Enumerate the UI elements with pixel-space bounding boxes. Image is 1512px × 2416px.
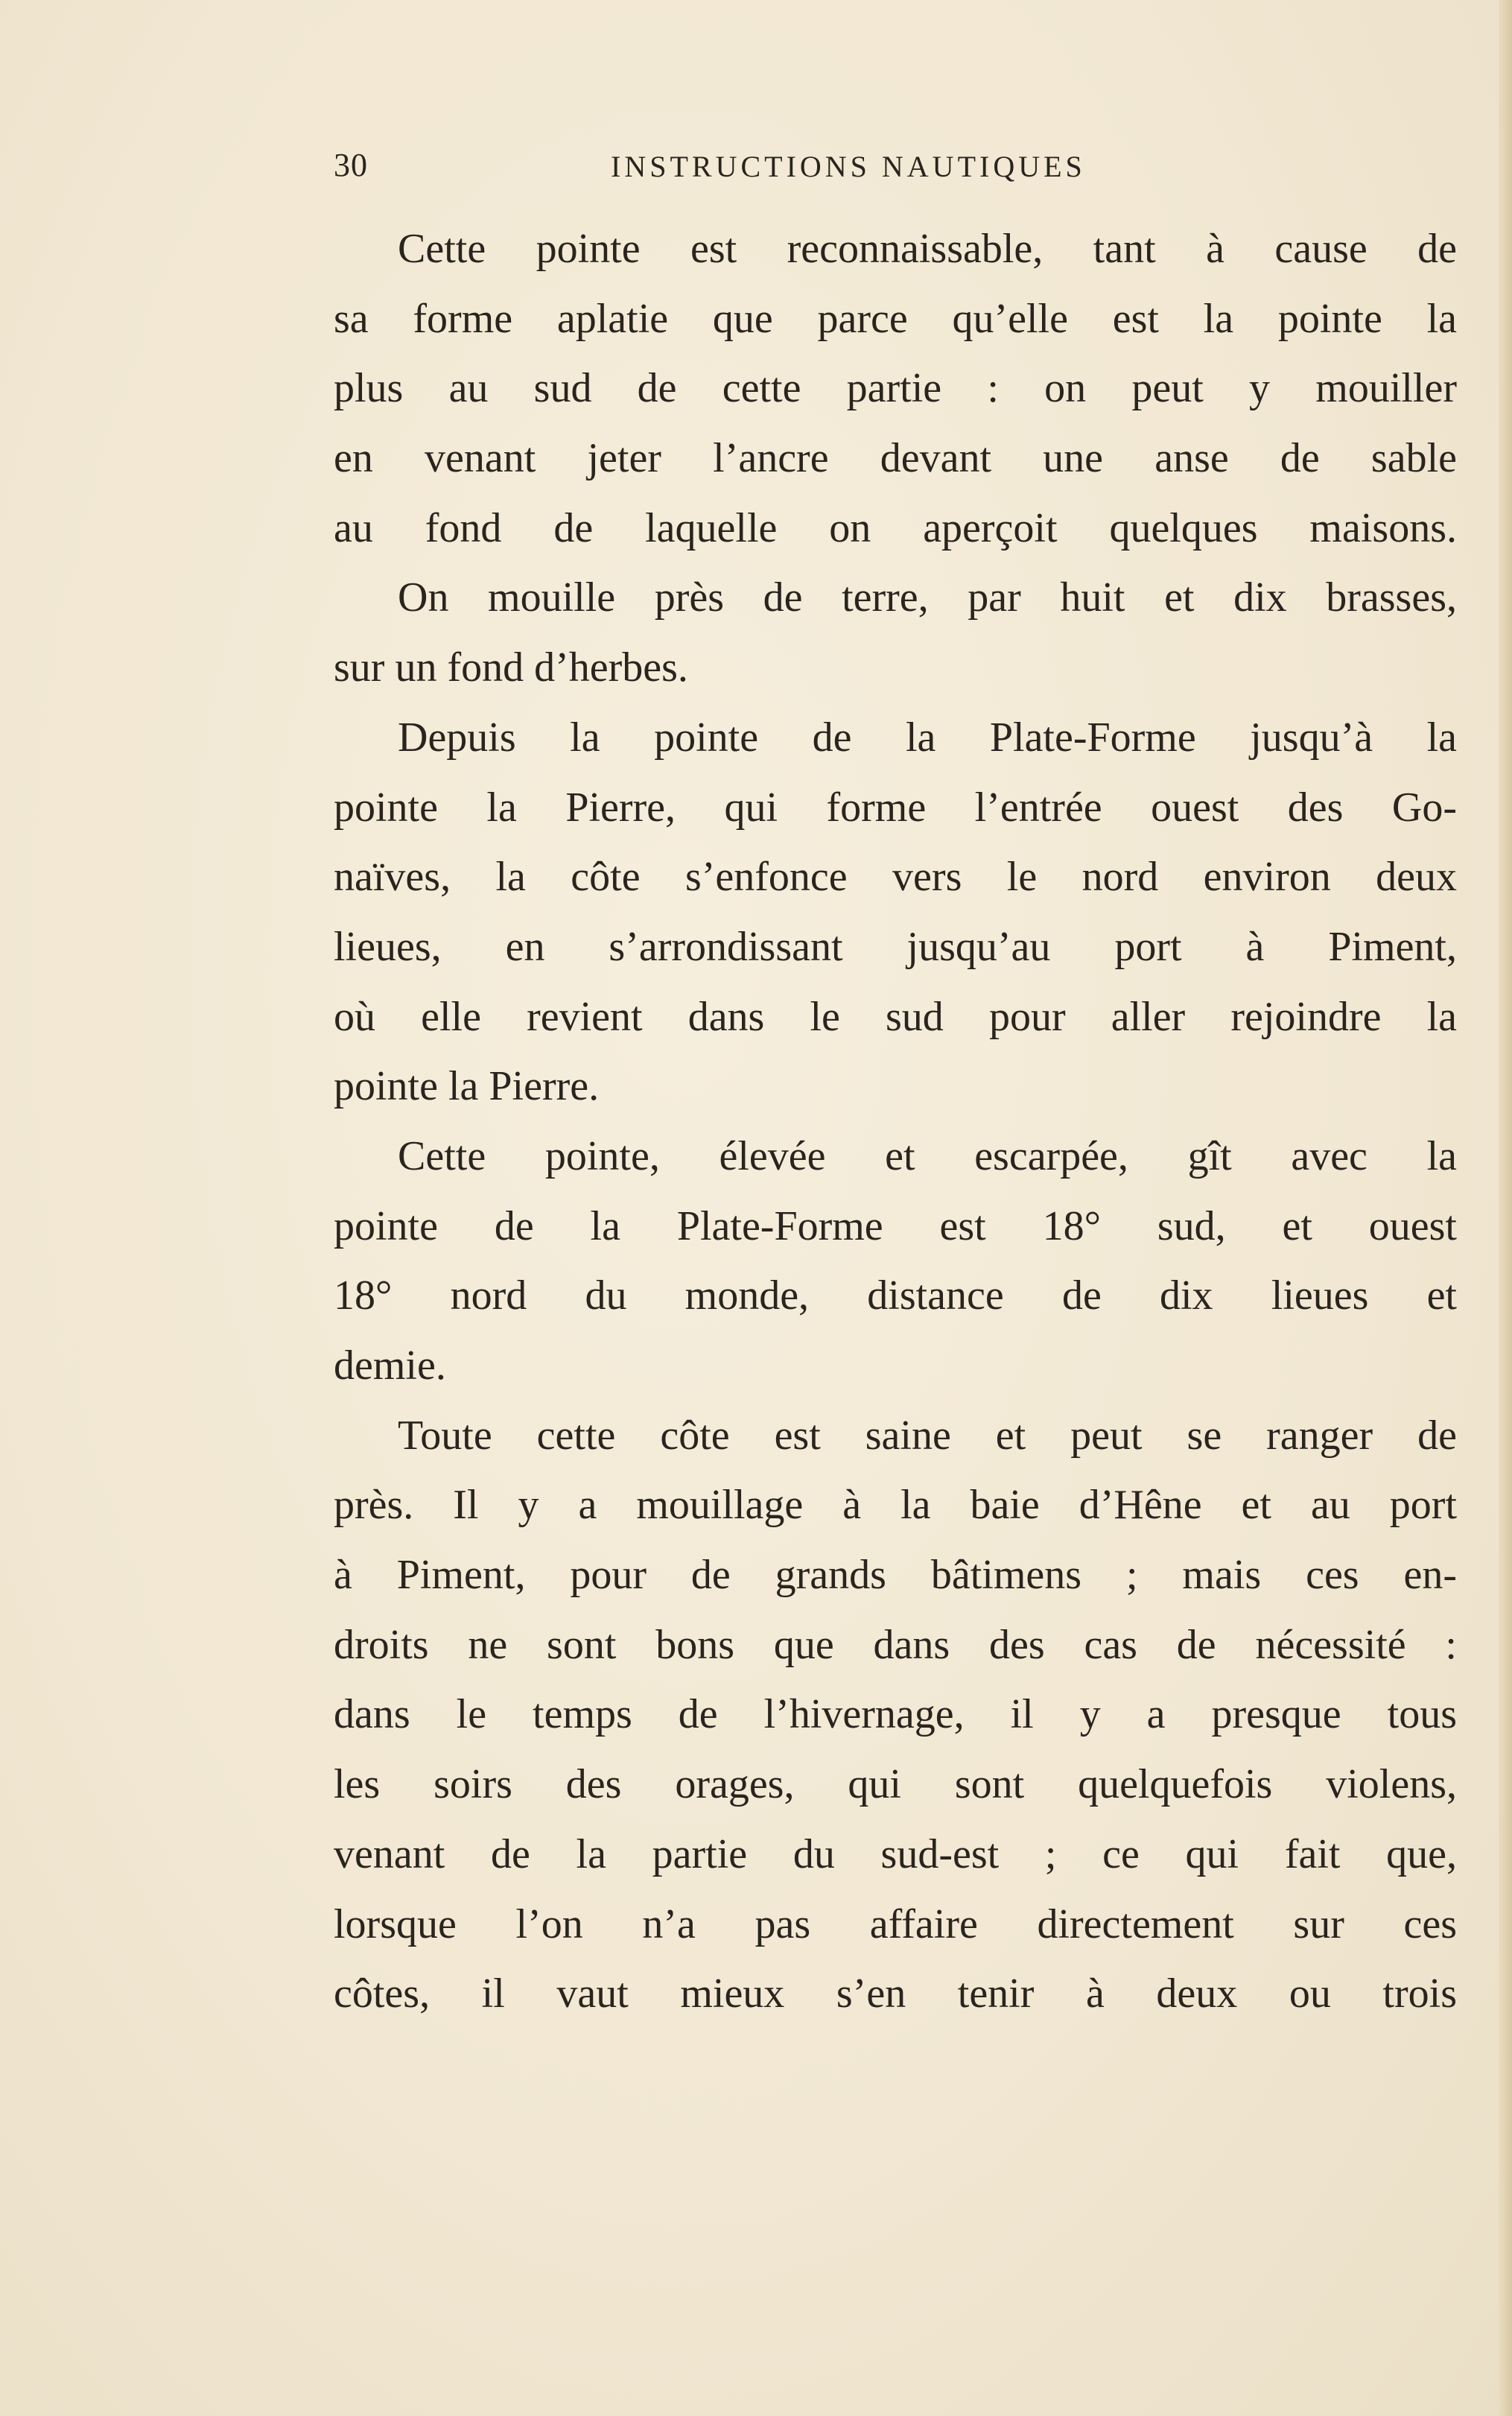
text-line: pointe de la Plate-Forme est 18° sud, et ouest <box>334 1202 1457 1249</box>
text-line: les soirs des orages, qui sont quelquefois violens, <box>334 1761 1457 1808</box>
text-line: près. Il y a mouillage à la baie d’Hêne et au port <box>334 1482 1457 1529</box>
text-line: Depuis la pointe de la Plate-Forme jusqu’à la <box>398 714 1457 761</box>
text-line: plus au sud de cette partie : on peut y mouiller <box>334 365 1457 412</box>
text-line: lorsque l’on n’a pas affaire directement sur ces <box>334 1900 1457 1947</box>
text-line: naïves, la côte s’enfonce vers le nord environ deux <box>334 854 1457 901</box>
text-line: côtes, il vaut mieux s’en tenir à deux ou trois <box>334 1970 1457 2017</box>
text-line: où elle revient dans le sud pour aller rejoindre la <box>334 993 1457 1040</box>
text-line: sa forme aplatie que parce qu’elle est la pointe la <box>334 295 1457 342</box>
text-line: 18° nord du monde, distance de dix lieues et <box>334 1272 1457 1319</box>
body-text <box>334 215 1457 2029</box>
page-edge <box>1499 0 1512 2416</box>
running-title: INSTRUCTIONS NAUTIQUES <box>611 150 1086 183</box>
text-line: dans le temps de l’hivernage, il y a presque tous <box>334 1691 1457 1738</box>
text-line: Cette pointe, élevée et escarpée, gît avec la <box>398 1132 1457 1179</box>
text-line: en venant jeter l’ancre devant une anse de sable <box>334 435 1457 482</box>
text-line: droits ne sont bons que dans des cas de nécessité : <box>334 1621 1457 1668</box>
text-line: à Piment, pour de grands bâtimens ; mais ces en- <box>334 1552 1457 1599</box>
text-line: On mouille près de terre, par huit et dix brasses, <box>398 574 1457 621</box>
text-line: Toute cette côte est saine et peut se ranger de <box>398 1412 1457 1459</box>
page-number: 30 <box>334 147 368 183</box>
text-line: venant de la partie du sud-est ; ce qui fait que, <box>334 1830 1457 1877</box>
text-line: Cette pointe est reconnaissable, tant à cause de <box>398 226 1457 272</box>
text-line: pointe la Pierre. <box>334 1063 600 1110</box>
text-line: au fond de laquelle on aperçoit quelques maisons. <box>334 504 1457 551</box>
text-line: demie. <box>334 1342 446 1389</box>
text-line: pointe la Pierre, qui forme l’entrée ouest des Go- <box>334 784 1457 831</box>
running-head <box>334 146 1455 191</box>
text-line: sur un fond d’herbes. <box>334 644 688 691</box>
text-line: lieues, en s’arrondissant jusqu’au port à Piment, <box>334 923 1457 970</box>
